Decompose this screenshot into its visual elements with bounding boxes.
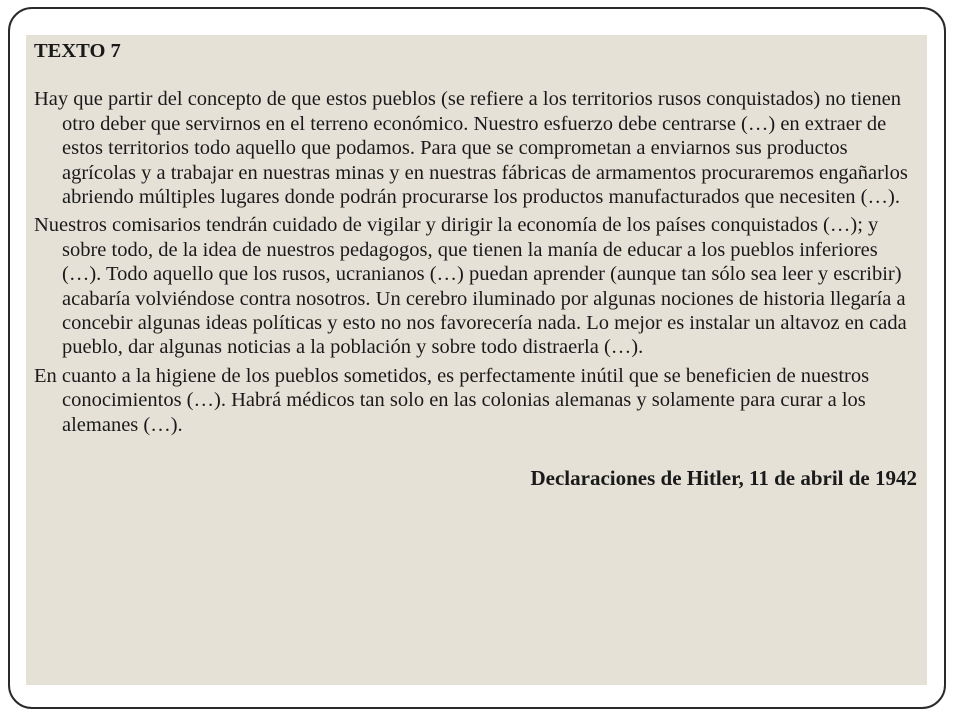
document-title: TEXTO 7 [34, 40, 121, 62]
paragraph-1: Hay que partir del concepto de que estos pueblos (se refiere a los territorios rusos conquistados) no tienen otro deber que servirnos en el terreno económico. Nuestro esfuerzo debe centrarse (…) en extraer de estos territorios todo aquello que podamos. Para que se comprometan a enviarnos sus productos agrícolas y a trabajar en nuestras minas y en nuestras fábricas de armamentos procuraremos engañarlos abriendo múltiples lugares donde podrán procurarse los productos manufacturados que necesiten (…). [34, 88, 908, 209]
source-attribution: Declaraciones de Hitler, 11 de abril de 1942 [530, 466, 917, 491]
paragraph-2: Nuestros comisarios tendrán cuidado de vigilar y dirigir la economía de los países conquistados (…); y sobre todo, de la idea de nuestros pedagogos, que tienen la manía de educar a los pueblos inferiores (…). Todo aquello que los rusos, ucranianos (…) puedan aprender (aunque tan sólo sea leer y escribir) acabaría volviéndose contra nosotros. Un cerebro iluminado por algunas nociones de historia llegaría a concebir algunas ideas políticas y esto no nos favorecería nada. Lo mejor es instalar un altavoz en cada pueblo, dar algunas noticias a la población y sobre todo distraerla (…). [34, 214, 907, 359]
paragraph-3: En cuanto a la higiene de los pueblos sometidos, es perfectamente inútil que se beneficien de nuestros conocimientos (…). Habrá médicos tan solo en las colonias alemanas y solamente para curar a los alemanes (…). [34, 364, 870, 436]
text-panel [26, 35, 927, 685]
